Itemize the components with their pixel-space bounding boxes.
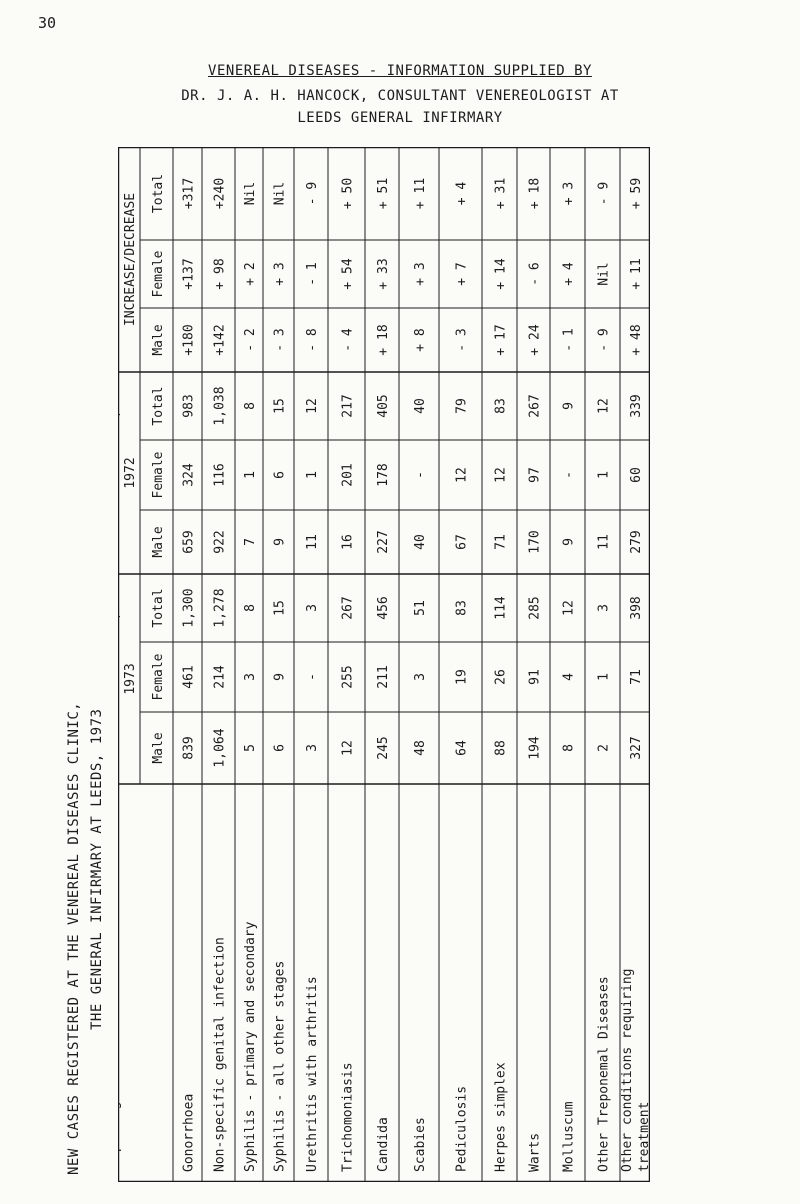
table-cell: 79 xyxy=(454,398,470,414)
table-cell: 983 xyxy=(181,394,197,418)
table-cell: 217 xyxy=(340,394,356,418)
table-cell: 405 xyxy=(376,394,391,418)
table-cell: - 9 xyxy=(596,181,612,206)
table-cell: 71 xyxy=(493,534,509,550)
table-cell: 3 xyxy=(413,673,428,681)
table-row xyxy=(413,178,428,1172)
table-row xyxy=(118,178,122,1172)
table-cell: - 9 xyxy=(305,181,320,206)
table-cell: 5 xyxy=(243,744,258,752)
table-row xyxy=(305,182,320,1172)
row-label: Warts xyxy=(527,1132,543,1172)
table-cell: 245 xyxy=(376,736,391,760)
table-row xyxy=(528,178,543,1172)
table-cell: + 17 xyxy=(493,324,509,356)
table-cell: +142 xyxy=(212,324,228,356)
institution-line: LEEDS GENERAL INFIRMARY xyxy=(297,110,503,126)
table-cell: 3 xyxy=(305,604,320,612)
table-cell: Nil xyxy=(243,181,258,206)
table-cell: - 1 xyxy=(305,262,320,286)
table-cell: 398 xyxy=(629,596,644,620)
row-label: Pediculosis xyxy=(454,1085,470,1172)
table-cell: 83 xyxy=(454,600,470,616)
row-label: Trichomoniasis xyxy=(340,1062,356,1172)
table-cell: + 50 xyxy=(340,177,356,210)
table-cell: 211 xyxy=(376,665,391,689)
table-cell: 15 xyxy=(272,398,288,414)
column-subheader: Total xyxy=(151,386,166,426)
table-cell: 88 xyxy=(493,740,509,756)
table-cell: 116 xyxy=(212,463,228,487)
table-cell: 48 xyxy=(413,740,428,756)
table-row xyxy=(182,178,197,1172)
table-cell: 214 xyxy=(212,665,228,689)
table-cell: 170 xyxy=(527,530,543,554)
row-label: Syphilis - all other stages xyxy=(272,960,288,1172)
table-cell: 9 xyxy=(561,538,577,546)
row-label: Non-specific genital infection xyxy=(212,937,228,1172)
column-subheader: Male xyxy=(151,324,166,356)
column-subheader: Female xyxy=(151,451,166,499)
row-label: Syphilis - primary and secondary xyxy=(243,921,258,1172)
statistics-table-grid xyxy=(118,147,650,1182)
table-cell: +113 xyxy=(118,258,122,290)
table-cell: 12 xyxy=(454,467,470,483)
table-cell: 15 xyxy=(272,600,288,616)
table-cell: Nil xyxy=(272,181,288,206)
table-cell: + 8 xyxy=(413,328,428,352)
table-cell: 8 xyxy=(243,604,258,612)
table-cell: 178 xyxy=(376,463,391,487)
table-cell: + 11 xyxy=(413,177,428,210)
table-cell: 659 xyxy=(181,530,197,554)
row-label: Candida xyxy=(376,1117,391,1172)
table-cell: 227 xyxy=(376,530,391,554)
table-cell: Nil xyxy=(596,262,612,286)
column-subheader: Female xyxy=(151,653,166,701)
column-subheader: Total xyxy=(151,588,166,628)
table-cell: 3 xyxy=(596,604,612,612)
table-cell: 267 xyxy=(340,596,356,620)
table-cell: 1,594 xyxy=(118,588,122,628)
table-cell: - xyxy=(413,471,428,479)
table-cell: 339 xyxy=(629,394,644,418)
table-cell: 7 xyxy=(243,538,258,546)
table-cell: + 18 xyxy=(527,177,543,210)
table-cell: 19 xyxy=(454,669,470,685)
table-cell: 519 xyxy=(118,463,122,487)
row-label: treatment xyxy=(637,1101,650,1172)
table-cell: 11 xyxy=(305,534,320,550)
column-subheader: Male xyxy=(151,732,166,764)
table-cell: 83 xyxy=(493,398,509,414)
table-cell: 91 xyxy=(527,669,543,685)
table-cell: + 3 xyxy=(272,262,288,286)
table-cell: 12 xyxy=(340,740,356,756)
table-cell: + 24 xyxy=(527,324,543,356)
side-title-2: THE GENERAL INFIRMARY AT LEEDS, 1973 xyxy=(89,708,105,1030)
table-cell: + 18 xyxy=(376,324,391,356)
table-cell: + 31 xyxy=(493,177,509,210)
table-cell: 1 xyxy=(596,673,612,681)
table-cell: 255 xyxy=(340,665,356,689)
table-cell: 267 xyxy=(527,394,543,418)
table-cell: 201 xyxy=(340,463,356,487)
table-cell: 3 xyxy=(243,673,258,681)
table-cell: + 33 xyxy=(376,258,391,290)
table-row xyxy=(494,178,509,1172)
table-cell: 1 xyxy=(596,471,612,479)
table-cell: 12 xyxy=(561,600,577,616)
row-label: Scabies xyxy=(413,1117,428,1172)
table-cell: + 4 xyxy=(454,181,470,206)
table-cell: 64 xyxy=(454,740,470,756)
table-cell: - 8 xyxy=(305,328,320,352)
group-header: 1972 xyxy=(123,457,138,489)
row-label: Urethritis with arthritis xyxy=(305,976,320,1172)
column-subheader: Male xyxy=(151,526,166,558)
table-cell: 1,278 xyxy=(212,588,228,628)
table-cell: 285 xyxy=(527,596,543,620)
table-cell: + 11 xyxy=(629,258,644,290)
table-cell: 324 xyxy=(181,463,197,487)
table-cell: 1 xyxy=(243,471,258,479)
table-cell: 8 xyxy=(561,744,577,752)
table-cell: +317 xyxy=(181,177,197,210)
table-cell: - 1 xyxy=(561,328,577,352)
table-cell: 51 xyxy=(413,600,428,616)
table-cell: 9 xyxy=(272,538,288,546)
table-cell: 2 xyxy=(596,744,612,752)
table-cell: - 9 xyxy=(596,328,612,352)
table-cell: + 48 xyxy=(629,324,644,356)
table-cell: 11 xyxy=(596,534,612,550)
table-cell: 12 xyxy=(305,398,320,414)
table-cell: 12 xyxy=(596,398,612,414)
side-title-1: NEW CASES REGISTERED AT THE VENEREAL DISEASES CLINIC, xyxy=(66,701,82,1175)
table-cell: 1,457 xyxy=(118,386,122,426)
group-header: INCREASE/DECREASE xyxy=(123,192,138,327)
table-cell: 97 xyxy=(527,467,543,483)
table-cell: 922 xyxy=(212,530,228,554)
table-cell: + 3 xyxy=(413,262,428,286)
column-subheader: Total xyxy=(151,173,166,214)
table-cell: 1,064 xyxy=(212,728,228,768)
row-label: Herpes simplex xyxy=(493,1062,509,1172)
table-cell: +180 xyxy=(181,324,197,356)
table-cell: 1 xyxy=(305,471,320,479)
table-cell: 279 xyxy=(629,530,644,554)
table-row xyxy=(455,182,470,1172)
row-label: requiring treatment xyxy=(118,1023,122,1172)
table-row xyxy=(341,178,356,1172)
table-cell: 962 xyxy=(118,736,122,760)
table-cell: +240 xyxy=(212,177,228,210)
table-cell: 632 xyxy=(118,665,122,689)
table-cell: 194 xyxy=(527,736,543,760)
table-cell: 8 xyxy=(243,402,258,410)
table-cell: + 51 xyxy=(376,177,391,210)
table-cell: 6 xyxy=(272,471,288,479)
table-cell: - xyxy=(305,673,320,681)
table-cell: 938 xyxy=(118,530,122,554)
table-cell: - 2 xyxy=(243,328,258,352)
table-cell: 1,300 xyxy=(181,588,197,628)
table-cell: +137 xyxy=(118,177,122,210)
table-cell: 1,038 xyxy=(212,386,228,426)
table-cell: 3 xyxy=(305,744,320,752)
group-header: 1973 xyxy=(123,663,138,695)
row-label: Other conditions requiring xyxy=(620,968,635,1172)
table-cell: - 3 xyxy=(272,328,288,352)
table-cell: 456 xyxy=(376,596,391,620)
table-row xyxy=(273,182,288,1172)
table-cell: 71 xyxy=(629,669,644,685)
table-cell: 839 xyxy=(181,736,197,760)
table-cell: 461 xyxy=(181,665,197,689)
page-title: VENEREAL DISEASES - INFORMATION SUPPLIED BY xyxy=(208,63,592,79)
table-cell: 40 xyxy=(413,398,428,414)
table-cell: 9 xyxy=(272,673,288,681)
table-cell: 60 xyxy=(629,467,644,483)
table-cell: 6 xyxy=(272,744,288,752)
row-label: Molluscum xyxy=(561,1101,577,1172)
table-cell: + 3 xyxy=(561,181,577,206)
table-cell: +137 xyxy=(181,258,197,290)
table-cell: + 98 xyxy=(212,258,228,290)
row-label: Gonorrhoea xyxy=(181,1093,197,1172)
table-row xyxy=(376,178,391,1172)
table-row xyxy=(243,182,258,1172)
page-number: 30 xyxy=(38,14,57,32)
table-cell: - 4 xyxy=(340,328,356,352)
table-row xyxy=(597,182,612,1172)
table-cell: 4 xyxy=(561,673,577,681)
table-cell: + 4 xyxy=(561,262,577,286)
statistics-table xyxy=(118,147,650,1182)
table-cell: - xyxy=(561,471,577,479)
table-cell: 9 xyxy=(561,402,577,410)
table-cell: 40 xyxy=(413,534,428,550)
table-cell: + 54 xyxy=(340,258,356,290)
table-cell: 24 xyxy=(118,324,122,341)
table-cell: - 3 xyxy=(454,328,470,352)
author-line: DR. J. A. H. HANCOCK, CONSULTANT VENEREOLOGIST AT xyxy=(181,88,619,104)
table-cell: - 6 xyxy=(527,262,543,286)
column-subheader: Female xyxy=(151,250,166,298)
table-cell: 16 xyxy=(340,534,356,550)
table-row xyxy=(620,178,650,1172)
row-label: Other conditions NOT xyxy=(118,1015,122,1172)
table-cell: + 14 xyxy=(493,258,509,290)
table-cell: + 7 xyxy=(454,262,470,286)
table-row xyxy=(213,178,228,1172)
row-label: Other Treponemal Diseases xyxy=(596,976,612,1172)
table-cell: + 59 xyxy=(629,177,644,210)
table-row xyxy=(562,182,577,1172)
table-cell: 12 xyxy=(493,467,509,483)
table-cell: 67 xyxy=(454,534,470,550)
table-cell: 114 xyxy=(493,596,509,620)
table-cell: + 2 xyxy=(243,262,258,286)
table-cell: 327 xyxy=(629,736,644,760)
table-cell: 26 xyxy=(493,669,509,685)
